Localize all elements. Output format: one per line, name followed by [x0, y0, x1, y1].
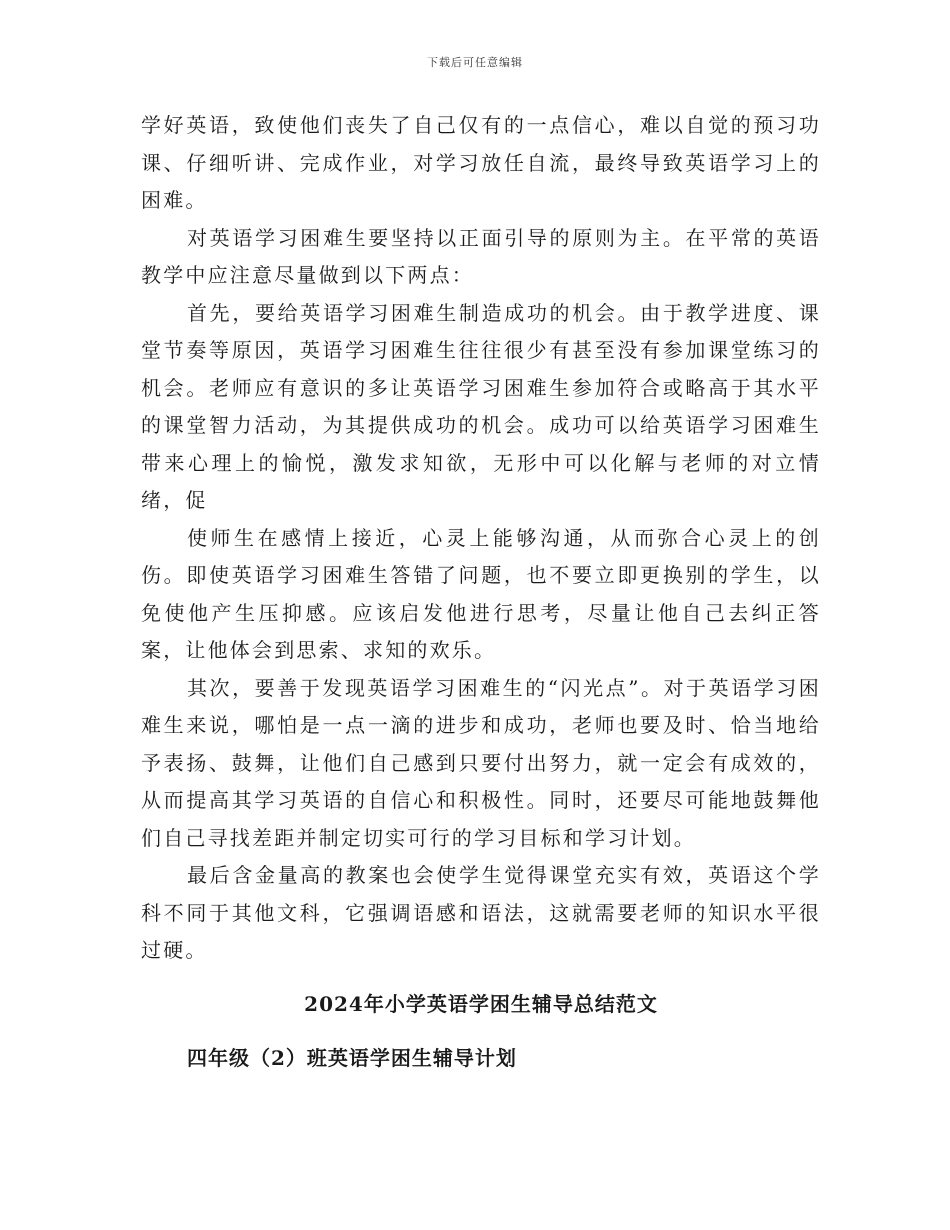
paragraph-3: 首先，要给英语学习困难生制造成功的机会。由于教学进度、课堂节奏等原因，英语学习困难生往往很少有甚至没有参加课堂练习的机会。老师应有意识的多让英语学习困难生参加符合或略高于其水平的课堂智力活动，为其提供成功的机会。成功可以给英语学习困难生带来心理上的愉悦，激发求知欲，无形中可以化解与老师的对立情绪，促	[141, 300, 821, 512]
paragraph-1: 学好英语，致使他们丧失了自己仅有的一点信心，难以自觉的预习功课、仔细听讲、完成作业，对学习放任自流，最终导致英语学习上的困难。	[141, 113, 821, 212]
page-header: 下载后可任意编辑	[427, 56, 523, 69]
paragraph-6: 最后含金量高的教案也会使学生觉得课堂充实有效，英语这个学科不同于其他文科，它强调语感和语法，这就需要老师的知识水平很过硬。	[141, 863, 821, 962]
paragraph-5: 其次，要善于发现英语学习困难生的“闪光点”。对于英语学习困难生来说，哪怕是一点一滴的进步和成功，老师也要及时、恰当地给予表扬、鼓舞，让他们自己感到只要付出努力，就一定会有成效的，从而提高其学习英语的自信心和积极性。同时，还要尽可能地鼓舞他们自己寻找差距并制定切实可行的学习目标和学习计划。	[141, 675, 821, 850]
paragraph-4: 使师生在感情上接近，心灵上能够沟通，从而弥合心灵上的创伤。即使英语学习困难生答错了问题，也不要立即更换别的学生，以免使他产生压抑感。应该启发他进行思考，尽量让他自己去纠正答案，让他体会到思索、求知的欢乐。	[141, 525, 821, 662]
section-subtitle: 四年级（2）班英语学困生辅导计划	[187, 1045, 517, 1070]
paragraph-2: 对英语学习困难生要坚持以正面引导的原则为主。在平常的英语教学中应注意尽量做到以下两点：	[141, 225, 821, 287]
section-title: 2024年小学英语学困生辅导总结范文	[304, 991, 658, 1016]
document-body	[141, 107, 821, 1078]
